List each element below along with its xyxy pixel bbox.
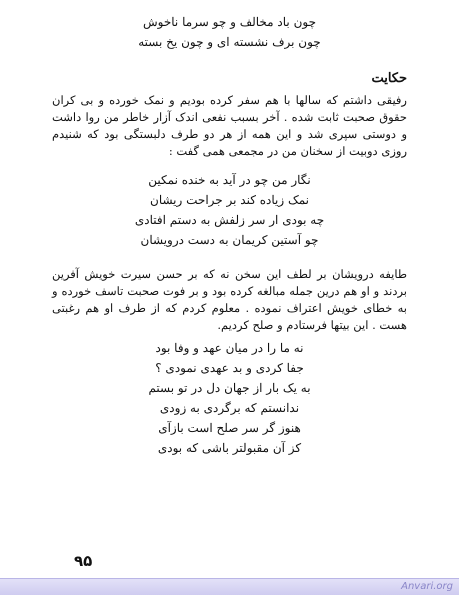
paragraph-1: رفیقی داشتم که سالها با هم سفر کرده بودیم و نمک خورده و بی کران حقوق صحبت ثابت شده . آخر بسبب نفعی اندک آزار خاطر من روا داشت و دوستی سپری شد و این همه از هر دو طرف دلبستگی بود که شنیدم روزی دوبیت از سخنان من در مجمعی همی گفت : (52, 93, 407, 158)
verse-2-line-1: نه ما را در میان عهد و وفا بود (155, 341, 304, 355)
section-heading: حکایت (371, 71, 407, 86)
verse-1-line-4: چو آستین کریمان به دست درویشان (140, 233, 319, 247)
paragraph-2: طایفه درویشان بر لطف این سخن نه که بر حسن سیرت خویش آفرین بردند و او هم درین جمله مبالغه کرده بود و بر فوت صحبت تاسف خورده و به خطای خویش اعتراف نموده . معلوم کردم که از طرف او هم رغبتی هست . این بیتها فرستادم و صلح کردیم. (52, 267, 407, 332)
footer-bar (0, 578, 459, 595)
verse-2-line-4: ندانستم که برگردی به زودی (159, 401, 300, 415)
verse-2-line-6: کز آن مقبولتر باشی که بودی (157, 441, 302, 455)
page-number: ۹۵ (74, 552, 93, 570)
verse-1-line-2: نمک زیاده کند بر جراحت ریشان (150, 193, 309, 207)
verse-1-line-1: نگار من چو در آید به خنده نمکین (148, 173, 311, 187)
verse-1-line-3: چه بودی ار سر زلفش به دستم افتادی (134, 213, 325, 227)
top-verse-2: چون برف نشسته ای و چون یخ بسته (138, 35, 321, 49)
watermark-text: Anvari.org (401, 581, 453, 592)
verse-2-line-2: جفا کردی و بد عهدی نمودی ؟ (155, 361, 304, 375)
verse-2-line-3: به یک بار از جهان دل در تو بستم (148, 381, 311, 395)
verse-2-line-5: هنوز گر سر صلح است بازآی (158, 421, 301, 435)
top-verse-1: چون باد مخالف و چو سرما ناخوش (143, 15, 316, 29)
